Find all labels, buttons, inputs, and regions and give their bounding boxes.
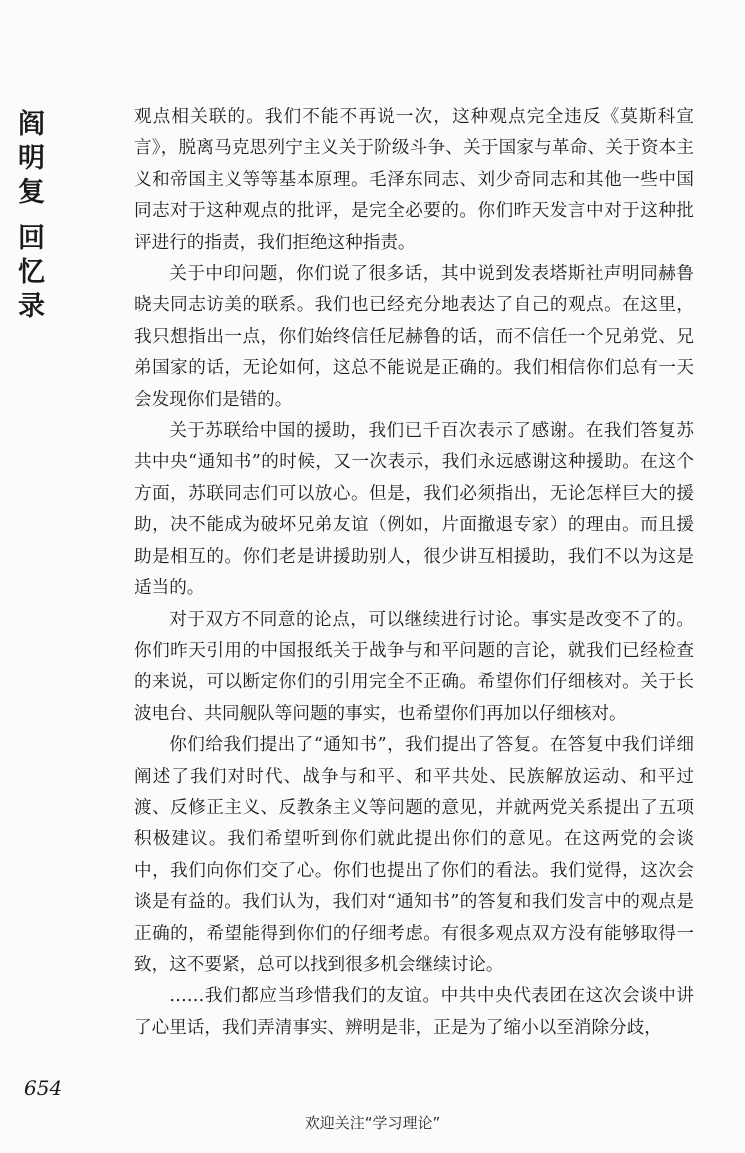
page-number: 654 (24, 1076, 63, 1100)
paragraph: 关于中印问题，你们说了很多话，其中说到发表塔斯社声明同赫鲁晓夫同志访美的联系。我们也已经充分地表达了自己的观点。在这里，我只想指出一点，你们始终信任尼赫鲁的话，而不信任一个兄弟党、兄弟国家的话，无论如何，这总不能说是正确的。我们相信你们总有一天会发现你们是错的。 (134, 264, 694, 410)
paragraph: 关于苏联给中国的援助，我们已千百次表示了感谢。在我们答复苏共中央“通知书”的时候，又一次表示，我们永远感谢这种援助。在这个方面，苏联同志们可以放心。但是，我们必须指出，无论怎样巨大的援助，决不能成为破坏兄弟友谊（例如，片面撤退专家）的理由。而且援助是相互的。你们老是讲援助别人，很少讲互相援助，我们不以为这是适当的。 (134, 421, 694, 599)
body-text (134, 102, 694, 1044)
book-title-vertical (18, 108, 52, 324)
book-title-memoir: 回忆录 (18, 223, 45, 322)
footer-watermark: 欢迎关注“学习理论” (304, 1114, 441, 1132)
paragraph: 你们给我们提出了“通知书”，我们提出了答复。在答复中我们详细阐述了我们对时代、战争与和平、和平共处、民族解放运动、和平过渡、反修正主义、反教条主义等问题的意见，并就两党关系提出了五项积极建议。我们希望听到你们就此提出你们的意见。在这两党的会谈中，我们向你们交了心。你们也提出了你们的看法。我们觉得，这次会谈是有益的。我们认为，我们对“通知书”的答复和我们发言中的观点是正确的，希望能得到你们的仔细考虑。有很多观点双方没有能够取得一致，这不要紧，总可以找到很多机会继续讨论。 (134, 735, 694, 975)
paragraph: ……我们都应当珍惜我们的友谊。中共中央代表团在这次会谈中讲了心里话，我们弄清事实、辨明是非，正是为了缩小以至消除分歧， (134, 986, 694, 1038)
paragraph: 对于双方不同意的论点，可以继续进行讨论。事实是改变不了的。你们昨天引用的中国报纸关于战争与和平问题的言论，就我们已经检查的来说，可以断定你们的引用完全不正确。希望你们仔细核对。关于长波电台、共同舰队等问题的事实，也希望你们再加以仔细核对。 (134, 609, 694, 724)
paragraph: 观点相关联的。我们不能不再说一次，这种观点完全违反《莫斯科宣言》，脱离马克思列宁主义关于阶级斗争、关于国家与革命、关于资本主义和帝国主义等等基本原理。毛泽东同志、刘少奇同志和其他一些中国同志对于这种观点的批评，是完全必要的。你们昨天发言中对于这种批评进行的指责，我们拒绝这种指责。 (134, 107, 694, 253)
book-title-author: 阎明复 (18, 109, 45, 208)
